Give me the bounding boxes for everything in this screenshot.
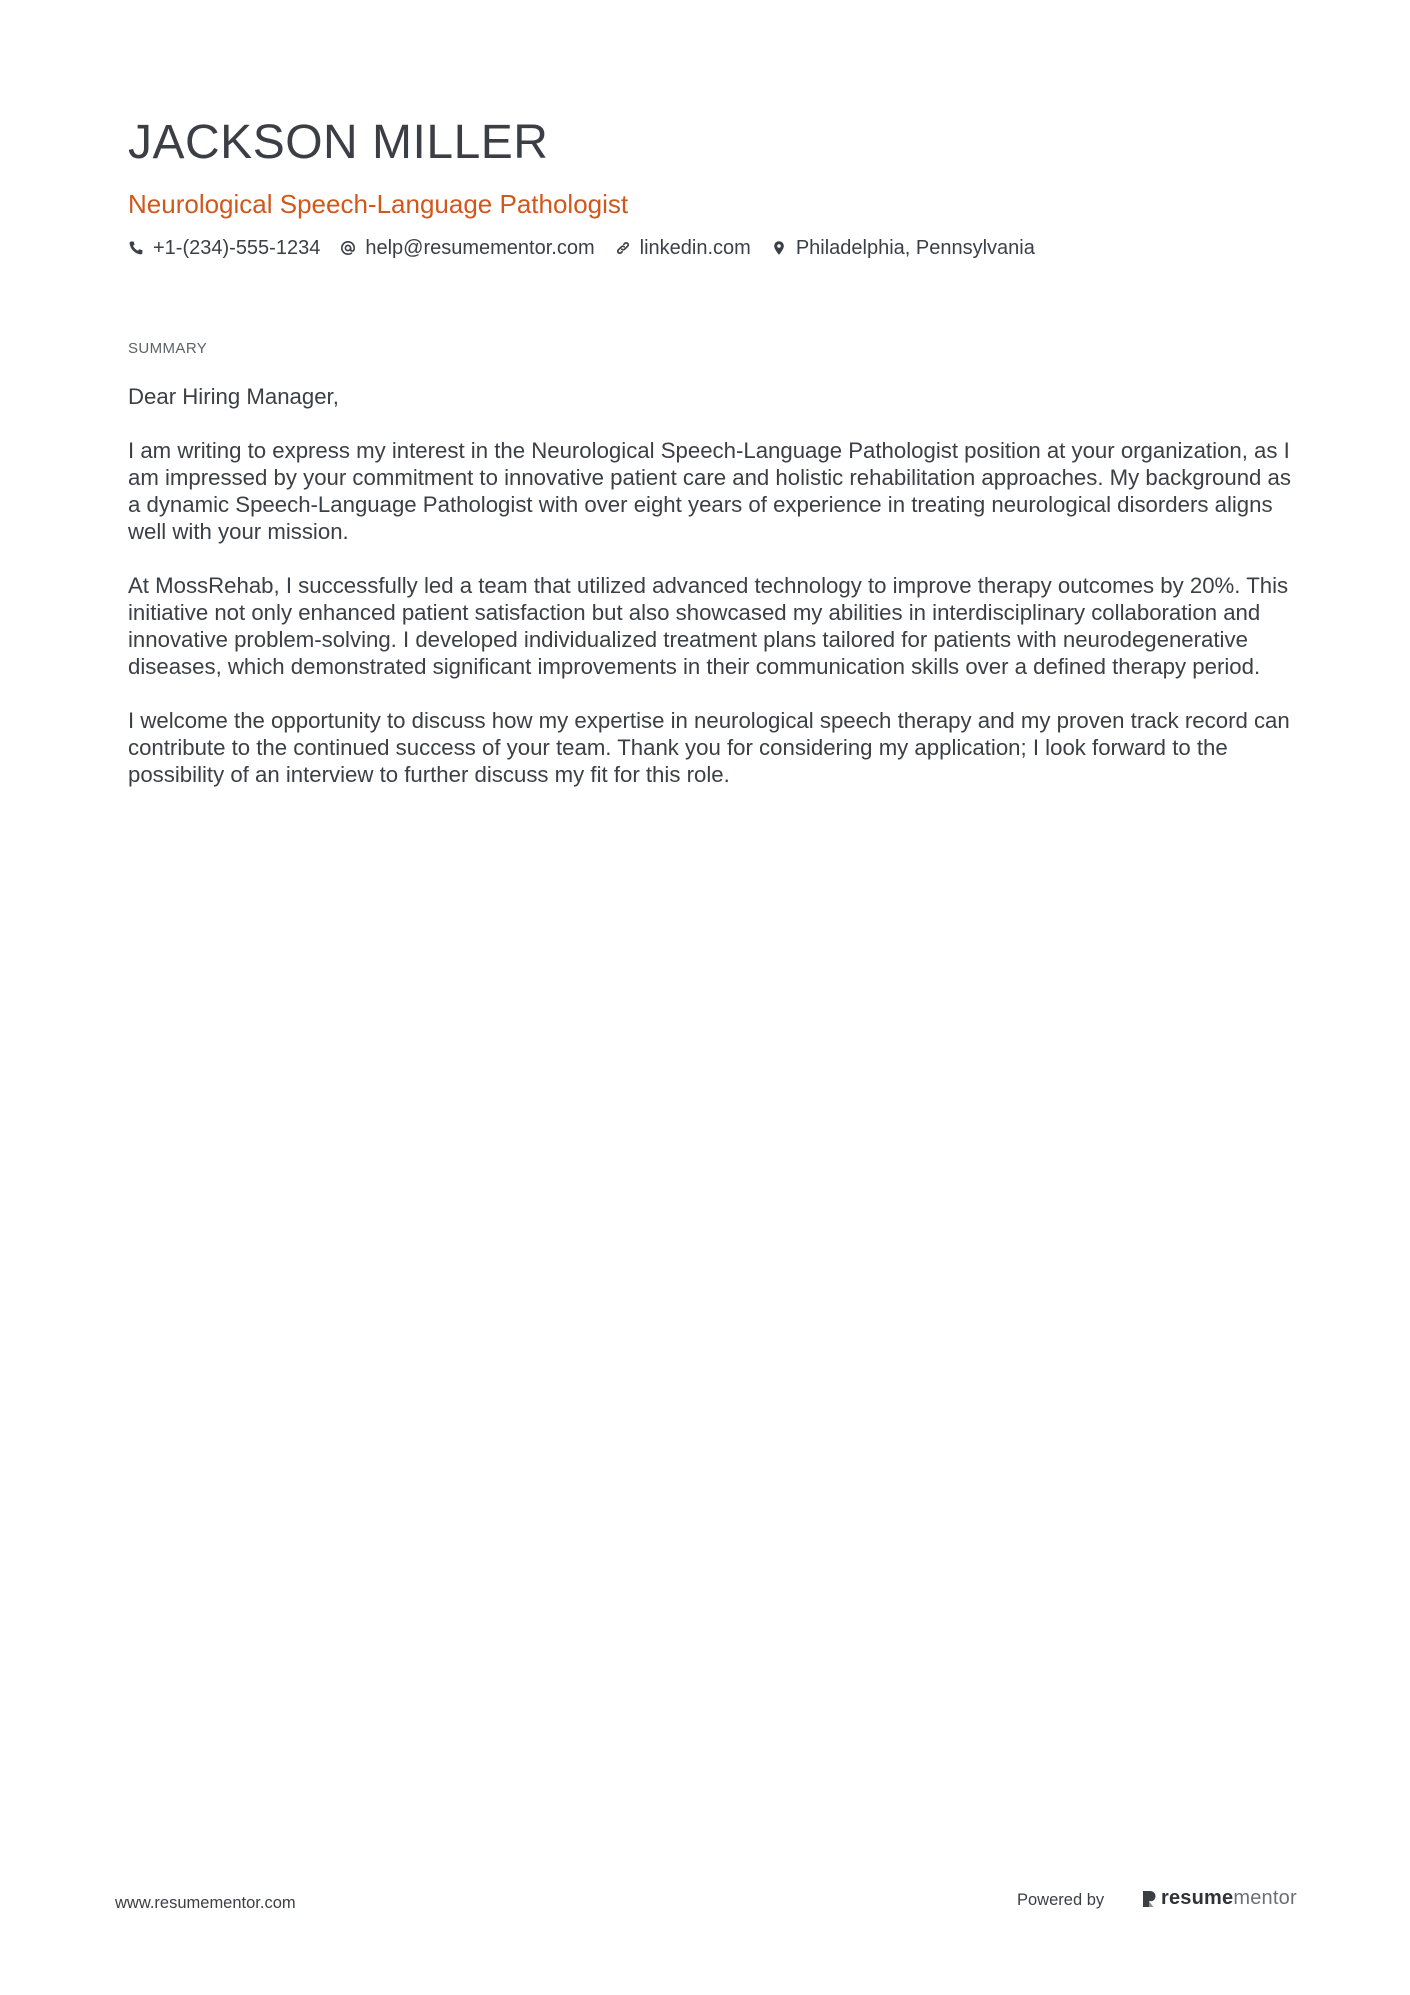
contact-phone[interactable] [128, 234, 320, 262]
letter-paragraph: I am writing to express my interest in the Neurological Speech-Language Pathologist position at your organization, as I am impressed by your commitment to innovative patient care and holistic rehabilitation approaches. My background as a dynamic Speech-Language Pathologist with over eight years of experience in treating neurological disorders aligns well with your mission. [128, 438, 1291, 544]
resume-header [128, 112, 1288, 262]
contact-row [128, 234, 1288, 262]
contact-email[interactable] [340, 234, 594, 262]
letter-paragraph: I welcome the opportunity to discuss how my expertise in neurological speech therapy and my proven track record can contribute to the continued success of your team. Thank you for considering my application; I look forward to the possibility of an interview to further discuss my fit for this role. [128, 708, 1290, 787]
location-pin-icon [771, 240, 787, 256]
letter-greeting: Dear Hiring Manager, [128, 384, 339, 409]
letter-paragraph: At MossRehab, I successfully led a team that utilized advanced technology to improve therapy outcomes by 20%. This initiative not only enhanced patient satisfaction but also showcased my abilities in interdisciplinary collaboration and innovative problem-solving. I developed individualized treatment plans tailored for patients with neurodegenerative diseases, which demonstrated significant improvements in their communication skills over a defined therapy period. [128, 573, 1289, 679]
contact-phone-text: +1-(234)-555-1234 [153, 237, 321, 259]
phone-icon [128, 240, 144, 256]
powered-by-label: Powered by [1017, 1891, 1105, 1909]
contact-linkedin[interactable] [615, 234, 751, 262]
brand-name-part2: mentor [1233, 1887, 1297, 1909]
brand-name-part1: resume [1161, 1887, 1234, 1909]
contact-location [771, 234, 1035, 262]
contact-linkedin-text: linkedin.com [639, 237, 751, 259]
resumementor-logo-icon [1141, 1889, 1157, 1909]
at-icon [340, 240, 356, 256]
candidate-name: JACKSON MILLER [128, 116, 549, 169]
footer-website-link[interactable]: www.resumementor.com [115, 1894, 296, 1912]
contact-location-text: Philadelphia, Pennsylvania [795, 237, 1035, 259]
resumementor-logo[interactable] [1141, 1887, 1297, 1910]
contact-email-text: help@resumementor.com [365, 237, 595, 259]
section-heading-summary: SUMMARY [128, 340, 208, 357]
link-icon [615, 240, 631, 256]
cover-letter-body [128, 383, 1298, 815]
job-title: Neurological Speech-Language Pathologist [128, 189, 629, 219]
